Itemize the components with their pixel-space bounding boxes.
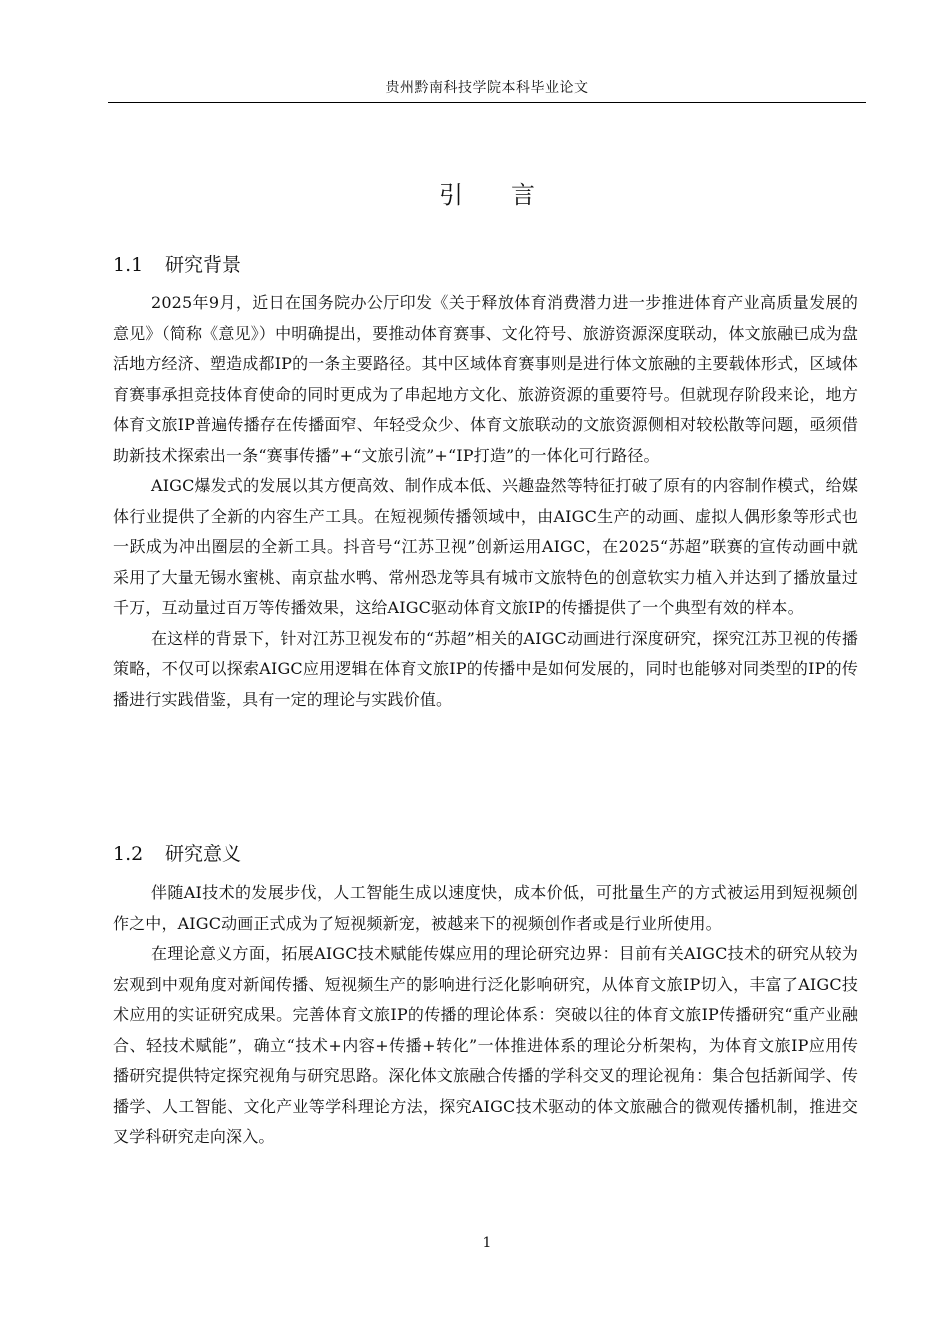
chapter-title: 引 言 <box>439 181 535 209</box>
section-body-research-significance <box>113 878 858 1153</box>
header-rule <box>108 102 866 103</box>
paragraph: 伴随AI技术的发展步伐，人工智能生成以速度快，成本价低，可批量生产的方式被运用到短视频创作之中，AIGC动画正式成为了短视频新宠，被越来下的视频创作者或是行业所使用。 <box>113 883 858 933</box>
paragraph: 在这样的背景下，针对江苏卫视发布的“苏超”相关的AIGC动画进行深度研究，探究江苏卫视的传播策略，不仅可以探索AIGC应用逻辑在体育文旅IP的传播中是如何发展的，同时也能够对同类型的IP的传播进行实践借鉴，具有一定的理论与实践价值。 <box>113 628 858 709</box>
section-title: 研究意义 <box>165 843 242 865</box>
section-heading-research-significance <box>113 842 241 866</box>
paragraph: 2025年9月，近日在国务院办公厅印发《关于释放体育消费潜力进一步推进体育产业高质量发展的意见》（简称《意见》）中明确提出，要推动体育赛事、文化符号、旅游资源深度联动，体文旅融已成为盘活地方经济、塑造成都IP的一条主要路径。其中区域体育赛事则是进行体文旅融的主要载体形式，区域体育赛事承担竞技体育使命的同时更成为了串起地方文化、旅游资源的重要符号。但就现存阶段来论，地方体育文旅IP普遍传播存在传播面窄、年轻受众少、体育文旅联动的文旅资源侧相对较松散等问题，亟须借助新技术探索出一条“赛事传播”+“文旅引流”+“IP打造”的一体化可行路径。 <box>113 293 858 465</box>
section-heading-research-background <box>113 253 241 277</box>
section-body-research-background <box>113 288 858 715</box>
page-number: 1 <box>482 1235 492 1251</box>
section-number: 1.1 <box>113 254 144 276</box>
paragraph: AIGC爆发式的发展以其方便高效、制作成本低、兴趣盎然等特征打破了原有的内容制作模式，给媒体行业提供了全新的内容生产工具。在短视频传播领域中，由AIGC生产的动画、虚拟人偶形象等形式也一跃成为冲出圈层的全新工具。抖音号“江苏卫视”创新运用AIGC，在2025“苏超”联赛的宣传动画中就采用了大量无锡水蜜桃、南京盐水鸭、常州恐龙等具有城市文旅特色的创意软实力植入并达到了播放量过千万，互动量过百万等传播效果，这给AIGC驱动体育文旅IP的传播提供了一个典型有效的样本。 <box>113 476 858 617</box>
section-number: 1.2 <box>113 843 144 865</box>
section-title: 研究背景 <box>165 254 242 276</box>
running-header: 贵州黔南科技学院本科毕业论文 <box>385 80 589 96</box>
paragraph: 在理论意义方面，拓展AIGC技术赋能传媒应用的理论研究边界：目前有关AIGC技术的研究从较为宏观到中观角度对新闻传播、短视频生产的影响进行泛化影响研究，从体育文旅IP切入，丰富了AIGC技术应用的实证研究成果。完善体育文旅IP的传播的理论体系：突破以往的体育文旅IP传播研究“重产业融合、轻技术赋能”，确立“技术+内容+传播+转化”一体推进体系的理论分析架构，为体育文旅IP应用传播研究提供特定探究视角与研究思路。深化体文旅融合传播的学科交叉的理论视角：集合包括新闻学、传播学、人工智能、文化产业等学科理论方法，探究AIGC技术驱动的体文旅融合的微观传播机制，推进交叉学科研究走向深入。 <box>113 944 858 1146</box>
